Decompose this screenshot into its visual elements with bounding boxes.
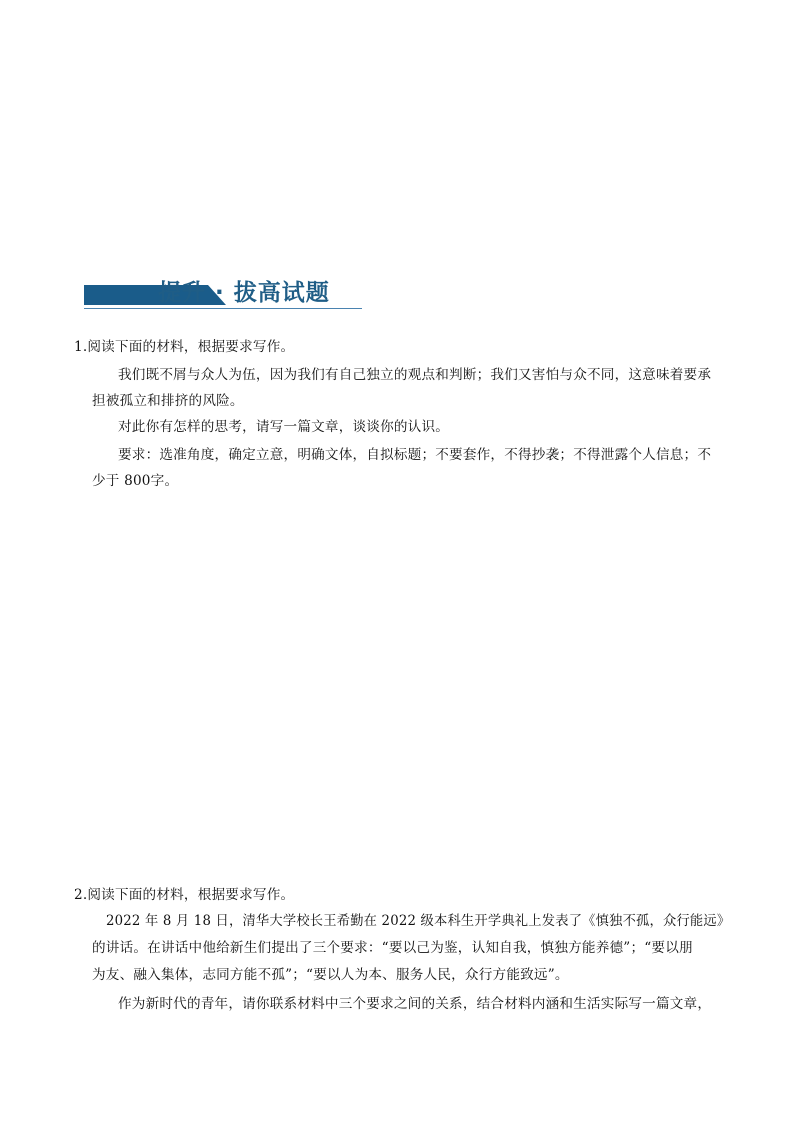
question1-title: 1.阅读下面的材料，根据要求写作。 xyxy=(74,339,295,355)
question2-title: 2.阅读下面的材料，根据要求写作。 xyxy=(74,887,295,903)
question2-material-line1: 2022 年 8 月 18 日，清华大学校长王希勤在 2022 级本科生开学典礼上发表了《慎独不孤，众行能远》 xyxy=(106,913,731,929)
question1-requirements-line1: 要求：选准角度，确定立意，明确文体，自拟标题；不要套作，不得抄袭；不得泄露个人信息；不 xyxy=(118,447,712,463)
question1-material-line1: 我们既不屑与众人为伍，因为我们有自己独立的观点和判断；我们又害怕与众不同，这意味着要承 xyxy=(118,367,712,383)
question2-prompt-line1: 作为新时代的青年，请你联系材料中三个要求之间的关系，结合材料内涵和生活实际写一篇文章， xyxy=(118,996,712,1012)
question1-requirements-line2: 少于 800字。 xyxy=(92,473,179,489)
question2-material-line2: 的讲话。在讲话中他给新生们提出了三个要求：“要以己为鉴，认知自我，慎独方能养德”；“要以朋 xyxy=(92,940,693,956)
question2-material-line3: 为友、融入集体，志同方能不孤”；“要以人为本、服务人民，众行方能致远”。 xyxy=(92,967,569,983)
question1-prompt: 对此你有怎样的思考，请写一篇文章，谈谈你的认识。 xyxy=(118,419,450,435)
section-title: 提升 · 拔高试题 xyxy=(158,280,330,306)
section-header xyxy=(84,276,362,310)
question1-material-line2: 担被孤立和排挤的风险。 xyxy=(92,393,244,409)
header-underline xyxy=(84,308,362,309)
